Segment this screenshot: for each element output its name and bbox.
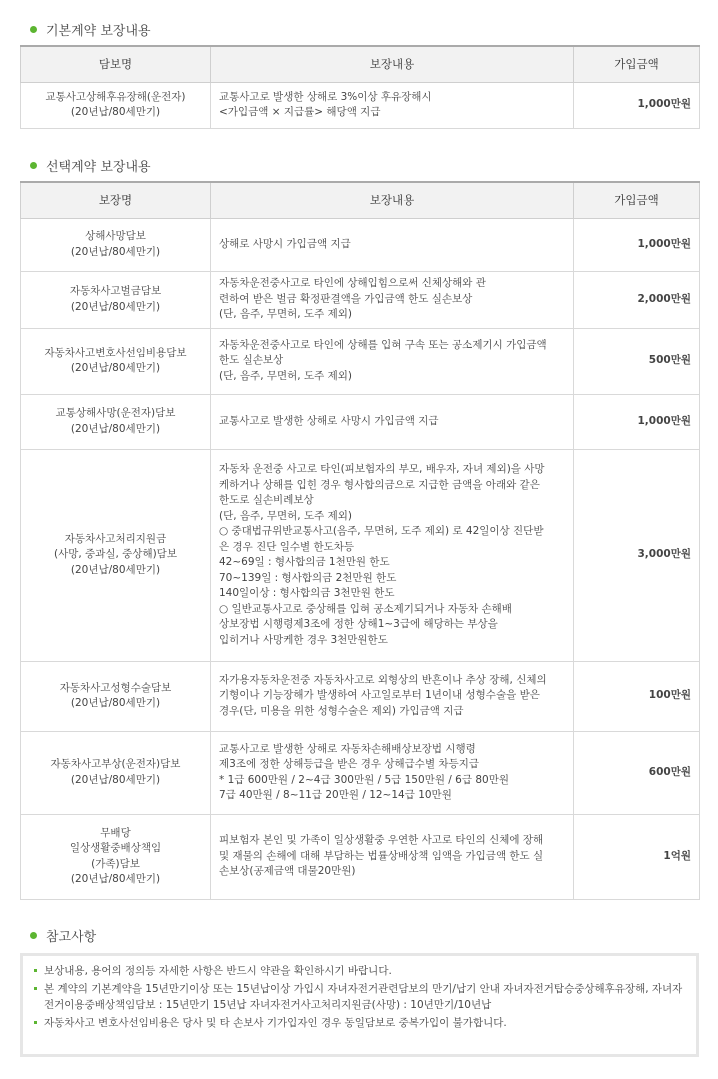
- list-item: [34, 1015, 685, 1031]
- coverage-name: 교통상해사망(운전자)담보 (20년납/80세만기): [21, 394, 211, 449]
- coverage-amount: 2,000만원: [574, 271, 700, 328]
- table-row: [21, 218, 700, 271]
- note-text: 자동차사고 변호사선임비용은 당사 및 타 손보사 기가입자인 경우 동일담보로 중복가입이 불가합니다.: [44, 1017, 507, 1029]
- coverage-desc: 자가용자동차운전중 자동차사고로 외형상의 반흔이나 추상 장해, 신체의 기형이나 기능장해가 발생하여 사고일로부터 1년이내 성형수술을 받은 경우(단, 미용을 위한 성형수술은 제외) 가입금액 지급: [211, 661, 574, 731]
- table-row: [21, 82, 700, 128]
- coverage-amount: 1억원: [574, 814, 700, 899]
- basic-coverage-table: [20, 45, 700, 129]
- col-header-coverage-desc: 보장내용: [211, 182, 574, 218]
- coverage-amount: 3,000만원: [574, 449, 700, 661]
- col-header-coverage-name: 담보명: [21, 46, 211, 82]
- coverage-name: 자동차사고처리지원금 (사망, 중과실, 중상해)담보 (20년납/80세만기): [21, 449, 211, 661]
- table-row: [21, 394, 700, 449]
- coverage-desc: 교통사고로 발생한 상해로 사망시 가입금액 지급: [211, 394, 574, 449]
- notes-list: [34, 963, 685, 1031]
- coverage-amount: 500만원: [574, 328, 700, 394]
- optional-section-title: [30, 156, 151, 175]
- coverage-desc: 교통사고로 발생한 상해로 자동차손해배상보장법 시행령 제3조에 정한 상해등급을 받은 경우 상해급수별 차등지급 * 1급 600만원 / 2~4급 300만원 / 5급 150만원 / 6급 80만원 7급 40만원 / 8~11급 20만원 / 12~14급 10만원: [211, 731, 574, 814]
- notes-section-label: 참고사항: [46, 930, 97, 945]
- note-text: 본 계약의 기본계약을 15년만기이상 또는 15년납이상 가입시 자녀자전거관련담보의 만기/납기 안내 자녀자전거탑승중상해후유장해, 자녀자전거이용중배상책임담보 : 15년만기 15년납 자녀자전거사고처리지원금(사망) : 10년만기/10년납: [44, 983, 683, 1011]
- coverage-desc: 자동차 운전중 사고로 타인(피보험자의 부모, 배우자, 자녀 제외)을 사망 케하거나 상해를 입힌 경우 형사합의금으로 지급한 금액을 아래와 같은 한도로 실손비례보상 (단, 음주, 무면허, 도주 제외) ○ 중대법규위반교통사고(음주, 무면허, 도주 제외) 로 42일이상 진단받 은 경우 진단 일수별 한도차등 42~69일 : 형사합의금 1천만원 한도 70~139일 : 형사합의금 2천만원 한도 140일이상 : 형사합의금 3천만원 한도 ○ 일반교통사고로 중상해를 입혀 공소제기되거나 자동차 손해배 상보장법 시행령제3조에 정한 상해1~3급에 해당하는 부상을 입히거나 사망케한 경우 3천만원한도: [211, 449, 574, 661]
- list-item: [34, 963, 685, 979]
- note-text: 보상내용, 용어의 정의등 자세한 사항은 반드시 약관을 확인하시기 바랍니다.: [44, 965, 392, 977]
- bullet-dot-icon: [30, 162, 37, 169]
- coverage-amount: 1,000만원: [574, 218, 700, 271]
- coverage-amount: 100만원: [574, 661, 700, 731]
- coverage-name: 자동차사고벌금담보 (20년납/80세만기): [21, 271, 211, 328]
- square-bullet-icon: [34, 1021, 37, 1024]
- col-header-coverage-name: 보장명: [21, 182, 211, 218]
- table-row: [21, 449, 700, 661]
- col-header-amount: 가입금액: [574, 46, 700, 82]
- square-bullet-icon: [34, 987, 37, 990]
- coverage-name: 자동차사고성형수술담보 (20년납/80세만기): [21, 661, 211, 731]
- table-row: [21, 271, 700, 328]
- coverage-name: 상해사망담보 (20년납/80세만기): [21, 218, 211, 271]
- table-row: [21, 731, 700, 814]
- col-header-amount: 가입금액: [574, 182, 700, 218]
- square-bullet-icon: [34, 969, 37, 972]
- coverage-desc: 상해로 사망시 가입금액 지급: [211, 218, 574, 271]
- bullet-dot-icon: [30, 932, 37, 939]
- coverage-amount: 600만원: [574, 731, 700, 814]
- table-row: [21, 814, 700, 899]
- coverage-desc: 피보험자 본인 및 가족이 일상생활중 우연한 사고로 타인의 신체에 장해 및 재물의 손해에 대해 부담하는 법률상배상책 임액을 가입금액 한도 실 손보상(공제금액 대물20만원): [211, 814, 574, 899]
- notes-section-title: [30, 926, 96, 945]
- coverage-desc: 교통사고로 발생한 상해로 3%이상 후유장해시 <가입금액 × 지급률> 해당액 지급: [211, 82, 574, 128]
- list-item: [34, 981, 685, 1013]
- basic-section-label: 기본계약 보장내용: [46, 24, 151, 39]
- table-row: [21, 328, 700, 394]
- col-header-coverage-desc: 보장내용: [211, 46, 574, 82]
- coverage-name: 자동차사고부상(운전자)담보 (20년납/80세만기): [21, 731, 211, 814]
- notes-box: [20, 953, 699, 1057]
- coverage-amount: 1,000만원: [574, 82, 700, 128]
- coverage-desc: 자동차운전중사고로 타인에 상해입힘으로써 신체상해와 관 련하여 받은 벌금 확정판결액을 가입금액 한도 실손보상 (단, 음주, 무면허, 도주 제외): [211, 271, 574, 328]
- bullet-dot-icon: [30, 26, 37, 33]
- coverage-name: 자동차사고변호사선임비용담보 (20년납/80세만기): [21, 328, 211, 394]
- coverage-name: 교통사고상해후유장해(운전자) (20년납/80세만기): [21, 82, 211, 128]
- optional-section-label: 선택계약 보장내용: [46, 160, 151, 175]
- optional-coverage-table: [20, 181, 700, 900]
- basic-section-title: [30, 20, 151, 39]
- table-row: [21, 661, 700, 731]
- coverage-amount: 1,000만원: [574, 394, 700, 449]
- coverage-name: 무배당 일상생활중배상책임 (가족)담보 (20년납/80세만기): [21, 814, 211, 899]
- coverage-desc: 자동차운전중사고로 타인에 상해를 입혀 구속 또는 공소제기시 가입금액 한도 실손보상 (단, 음주, 무면허, 도주 제외): [211, 328, 574, 394]
